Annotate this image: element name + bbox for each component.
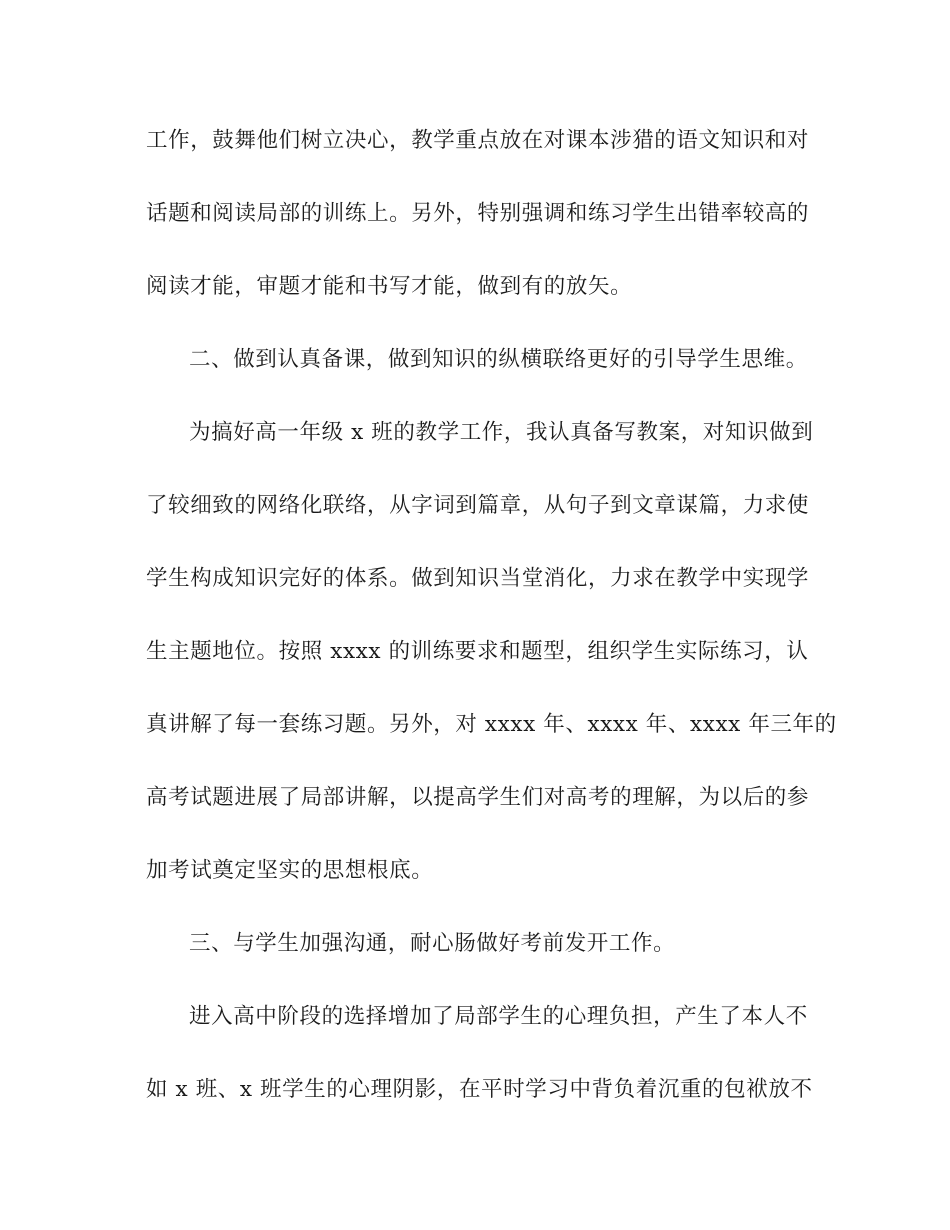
paragraph-line: 学生构成知识完好的体系。做到知识当堂消化，力求在教学中实现学 <box>146 566 810 591</box>
paragraph-line: 为搞好高一年级 x 班的教学工作，我认真备写教案，对知识做到 <box>189 420 814 445</box>
section-heading: 三、与学生加强沟通，耐心肠做好考前发开工作。 <box>189 931 676 956</box>
paragraph-line: 进入高中阶段的选择增加了局部学生的心理负担，产生了本人不 <box>189 1004 808 1029</box>
paragraph-line: 真讲解了每一套练习题。另外，对 xxxx 年、xxxx 年、xxxx 年三年的 <box>146 712 837 737</box>
paragraph-line: 阅读才能，审题才能和书写才能，做到有的放矢。 <box>146 274 633 299</box>
section-heading: 二、做到认真备课，做到知识的纵横联络更好的引导学生思维。 <box>189 347 808 372</box>
document-body <box>146 121 837 1143</box>
paragraph-line: 如 x 班、x 班学生的心理阴影，在平时学习中背负着沉重的包袱放不 <box>146 1077 813 1102</box>
paragraph-line: 了较细致的网络化联络，从字词到篇章，从句子到文章谋篇，力求使 <box>146 493 810 518</box>
paragraph-line: 生主题地位。按照 xxxx 的训练要求和题型，组织学生实际练习，认 <box>146 639 809 664</box>
paragraph-line: 加考试奠定坚实的思想根底。 <box>146 858 434 883</box>
paragraph-line: 高考试题进展了局部讲解，以提高学生们对高考的理解，为以后的参 <box>146 785 810 810</box>
paragraph-line: 话题和阅读局部的训练上。另外，特别强调和练习学生出错率较高的 <box>146 201 810 226</box>
paragraph-line: 工作，鼓舞他们树立决心，教学重点放在对课本涉猎的语文知识和对 <box>146 128 810 153</box>
